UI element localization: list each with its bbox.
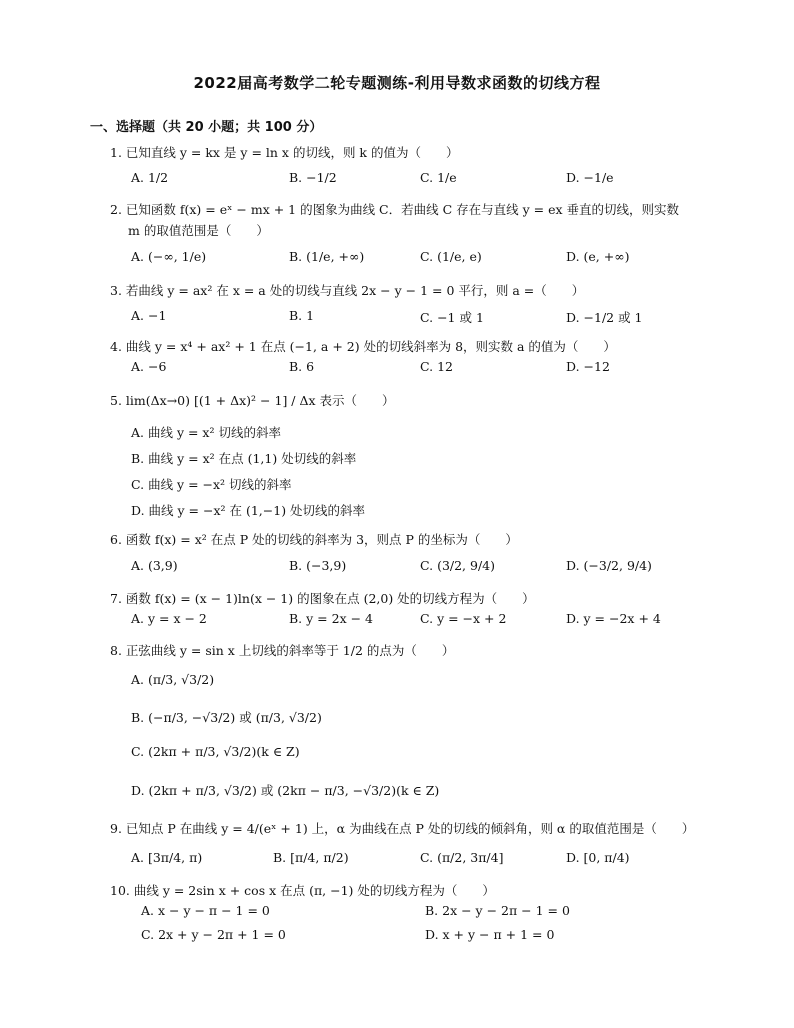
- question-7-option-c: C. y = −x + 2: [420, 611, 507, 626]
- question-3-option-b: B. 1: [289, 308, 315, 323]
- question-8-stem: 8. 正弦曲线 y = sin x 上切线的斜率等于 1/2 的点为（ ）: [110, 643, 455, 658]
- question-6-option-a: A. (3,9): [131, 558, 178, 573]
- question-9-stem: 9. 已知点 P 在曲线 y = 4/(eˣ + 1) 上，α 为曲线在点 P 处的切线的倾斜角，则 α 的取值范围是（ ）: [110, 821, 695, 836]
- question-2-option-c: C. (1/e, e): [420, 249, 482, 264]
- question-10-stem: 10. 曲线 y = 2sin x + cos x 在点 (π, −1) 处的切线方程为（ ）: [110, 883, 495, 898]
- question-5-stem: 5. lim(Δx→0) [(1 + Δx)² − 1] / Δx 表示（ ）: [110, 393, 395, 408]
- question-8-option-c: C. (2kπ + π/3, √3/2)(k ∈ Z): [131, 744, 300, 759]
- question-9-option-d: D. [0, π/4): [566, 850, 630, 865]
- question-4-option-a: A. −6: [131, 359, 167, 374]
- question-4-option-d: D. −12: [566, 359, 610, 374]
- question-6-option-b: B. (−3,9): [289, 558, 347, 573]
- question-10-option-a: A. x − y − π − 1 = 0: [141, 903, 270, 918]
- question-10-option-b: B. 2x − y − 2π − 1 = 0: [425, 903, 570, 918]
- question-4-option-c: C. 12: [420, 359, 453, 374]
- question-7-option-d: D. y = −2x + 4: [566, 611, 661, 626]
- page-title: 2022届高考数学二轮专题测练-利用导数求函数的切线方程: [193, 74, 601, 92]
- question-2-option-d: D. (e, +∞): [566, 249, 630, 264]
- question-9-option-b: B. [π/4, π/2): [273, 850, 349, 865]
- question-3-option-d: D. −1/2 或 1: [566, 310, 643, 325]
- question-8-option-d: D. (2kπ + π/3, √3/2) 或 (2kπ − π/3, −√3/2)(k ∈ Z): [131, 783, 440, 798]
- question-3-option-c: C. −1 或 1: [420, 310, 484, 325]
- question-6-stem: 6. 函数 f(x) = x² 在点 P 处的切线的斜率为 3，则点 P 的坐标为（ ）: [110, 532, 518, 547]
- question-2-stem: 2. 已知函数 f(x) = eˣ − mx + 1 的图象为曲线 C．若曲线 C 存在与直线 y = ex 垂直的切线，则实数: [110, 202, 680, 217]
- question-5-option-a: A. 曲线 y = x² 切线的斜率: [131, 425, 281, 440]
- question-10-option-c: C. 2x + y − 2π + 1 = 0: [141, 927, 286, 942]
- question-2-option-b: B. (1/e, +∞): [289, 249, 365, 264]
- question-6-option-c: C. (3/2, 9/4): [420, 558, 495, 573]
- question-2-stem-continued: m 的取值范围是（ ）: [128, 223, 269, 238]
- question-8-option-a: A. (π/3, √3/2): [131, 672, 215, 687]
- section-header: 一、选择题（共 20 小题；共 100 分）: [90, 120, 323, 135]
- question-1-option-b: B. −1/2: [289, 170, 337, 185]
- question-3-stem: 3. 若曲线 y = ax² 在 x = a 处的切线与直线 2x − y − 1 = 0 平行，则 a =（ ）: [110, 283, 585, 298]
- question-4-option-b: B. 6: [289, 359, 315, 374]
- question-1-option-a: A. 1/2: [131, 170, 169, 185]
- question-9-option-a: A. [3π/4, π): [131, 850, 203, 865]
- question-5-option-d: D. 曲线 y = −x² 在 (1,−1) 处切线的斜率: [131, 503, 366, 518]
- question-7-stem: 7. 函数 f(x) = (x − 1)ln(x − 1) 的图象在点 (2,0) 处的切线方程为（ ）: [110, 591, 535, 606]
- question-4-stem: 4. 曲线 y = x⁴ + ax² + 1 在点 (−1, a + 2) 处的切线斜率为 8，则实数 a 的值为（ ）: [110, 339, 616, 354]
- question-3-option-a: A. −1: [131, 308, 167, 323]
- question-1-stem: 1. 已知直线 y = kx 是 y = ln x 的切线，则 k 的值为（ ）: [110, 145, 459, 160]
- question-5-option-b: B. 曲线 y = x² 在点 (1,1) 处切线的斜率: [131, 451, 357, 466]
- question-7-option-b: B. y = 2x − 4: [289, 611, 373, 626]
- question-1-option-c: C. 1/e: [420, 170, 457, 185]
- question-7-option-a: A. y = x − 2: [131, 611, 207, 626]
- question-2-option-a: A. (−∞, 1/e): [131, 249, 207, 264]
- question-10-option-d: D. x + y − π + 1 = 0: [425, 927, 555, 942]
- question-1-option-d: D. −1/e: [566, 170, 614, 185]
- question-6-option-d: D. (−3/2, 9/4): [566, 558, 652, 573]
- question-5-option-c: C. 曲线 y = −x² 切线的斜率: [131, 477, 292, 492]
- question-8-option-b: B. (−π/3, −√3/2) 或 (π/3, √3/2): [131, 710, 322, 725]
- question-9-option-c: C. (π/2, 3π/4]: [420, 850, 504, 865]
